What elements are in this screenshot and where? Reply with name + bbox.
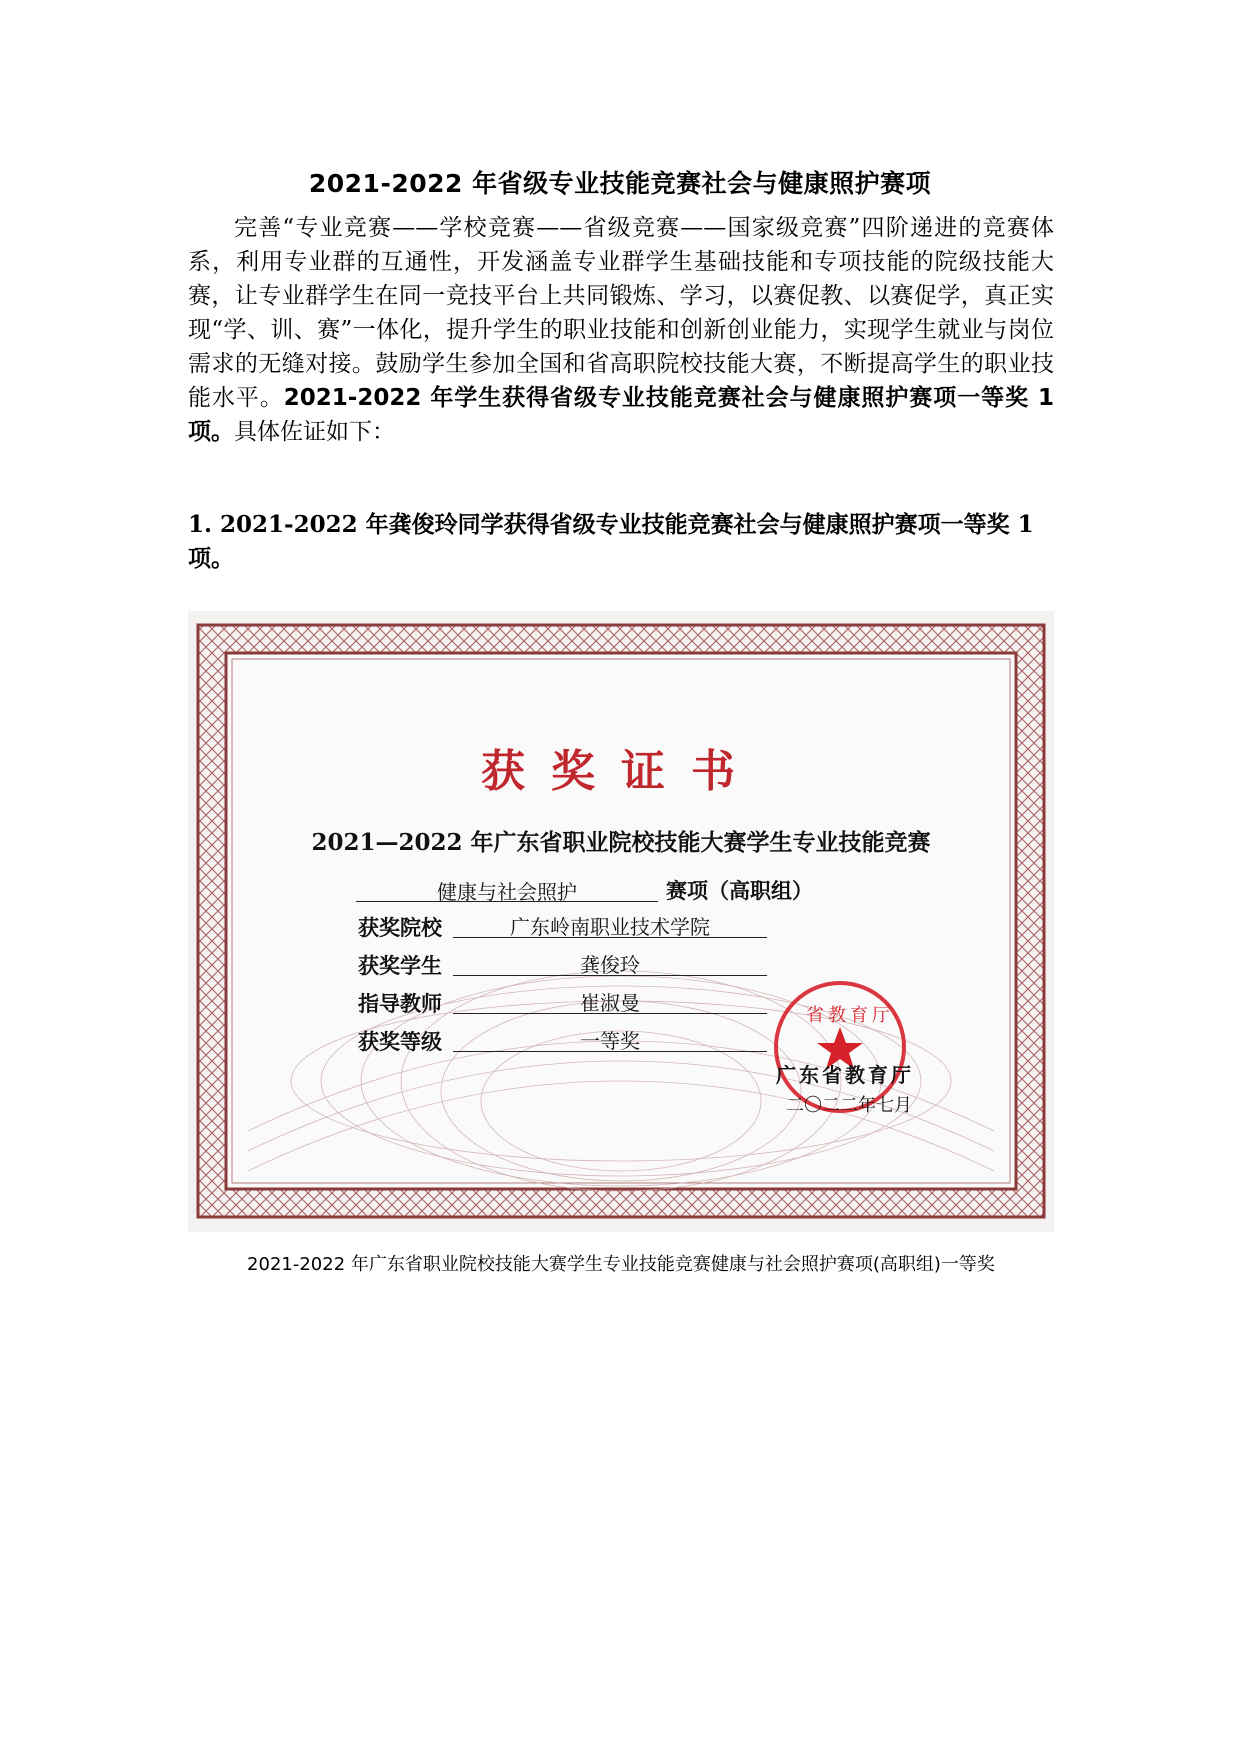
award-certificate-image [188, 611, 1054, 1232]
field-value-teacher: 崔淑曼 [580, 991, 640, 1015]
certificate-caption: 2021-2022 年广东省职业院校技能大赛学生专业技能竞赛健康与社会照护赛项(高职组)一等奖 [247, 1254, 995, 1275]
seal-text: 省教育厅 [806, 1005, 894, 1026]
event-value: 健康与社会照护 [437, 880, 577, 904]
field-label-school: 获奖院校 [358, 915, 442, 940]
certificate-heading: 获奖证书 [481, 746, 761, 797]
field-value-level: 一等奖 [580, 1029, 640, 1053]
paragraph-text: 完善“专业竞赛——学校竞赛——省级竞赛——国家级竞赛”四阶递进的竞赛体系，利用专业群的互通性，开发涵盖专业群学生基础技能和专项技能的院级技能大赛，让专业群学生在同一竞技平台上共同锻炼、学习，以赛促教、以赛促学，真正实现“学、训、赛”一体化，提升学生的职业技能和创新创业能力，实现学生就业与岗位需求的无缝对接。鼓励学生参加全国和省高职院校技能大赛，不断提高学生的职业技能水平。 [188, 215, 1054, 411]
page-title: 2021-2022 年省级专业技能竞赛社会与健康照护赛项 [308, 169, 932, 198]
issue-date: 二〇二二年七月 [786, 1095, 912, 1116]
paragraph-highlight: 2021-2022 年学生获得省级专业技能竞赛社会与健康照护赛项一等奖 1 项。 [188, 385, 1055, 445]
issuer: 广东省教育厅 [776, 1063, 914, 1087]
field-label-level: 获奖等级 [358, 1029, 442, 1054]
field-value-student: 龚俊玲 [580, 953, 640, 977]
body-paragraph [188, 211, 1054, 449]
field-label-student: 获奖学生 [358, 953, 442, 978]
event-suffix: 赛项（高职组） [666, 878, 813, 903]
field-value-school: 广东岭南职业技术学院 [510, 915, 710, 939]
field-label-teacher: 指导教师 [358, 991, 442, 1016]
evidence-item-heading: 1. 2021-2022 年龚俊玲同学获得省级专业技能竞赛社会与健康照护赛项一等奖 1 项。 [188, 511, 1034, 572]
paragraph-text-end: 具体佐证如下： [234, 419, 395, 445]
certificate-competition: 2021—2022 年广东省职业院校技能大赛学生专业技能竞赛 [311, 829, 931, 856]
